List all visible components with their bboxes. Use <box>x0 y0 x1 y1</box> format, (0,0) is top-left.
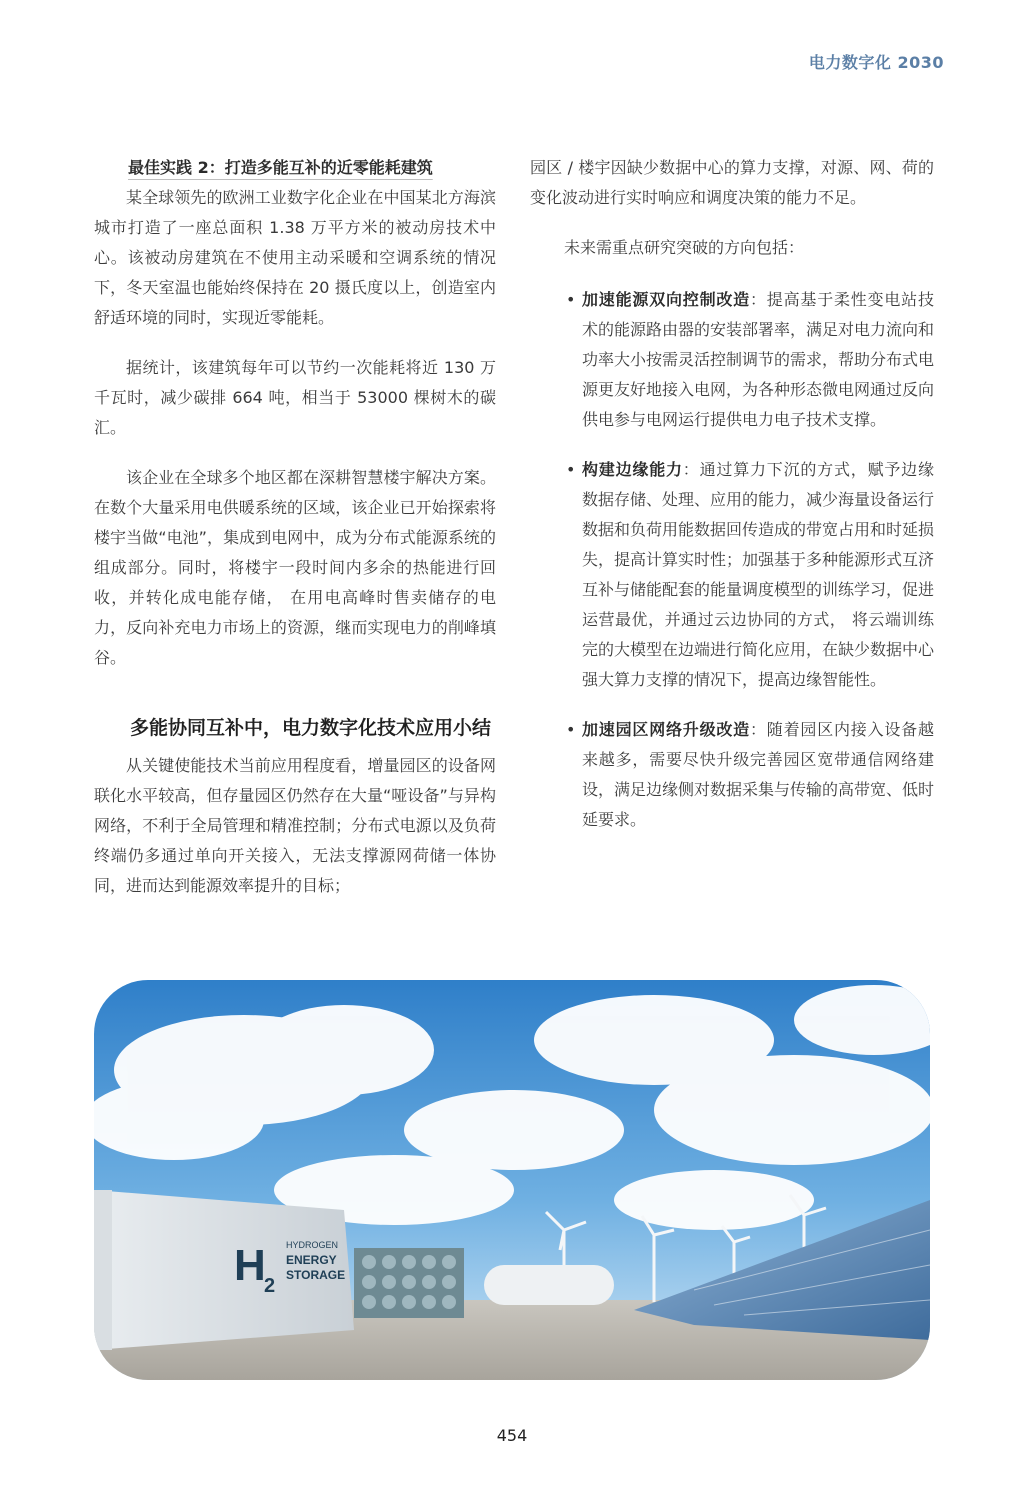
container-label-line: STORAGE <box>286 1268 346 1282</box>
list-item-heading: 构建边缘能力 <box>582 460 683 479</box>
list-item-text: ：通过算力下沉的方式，赋予边缘数据存储、处理、应用的能力，减少海量设备运行数据和负荷用能数据回传造成的带宽占用和时延损失，提高计算实时性；加强基于多种能源形式互济互补与储能配套的能量调度模型的训练学习，促进运营最优，并通过云边协同的方式， 将云端训练完的大模型在边端进行简化应用，在缺少数据中心强大算力支撑的情况下，提高边缘智能性。 <box>582 460 935 689</box>
storage-container <box>94 1190 354 1350</box>
direction-list <box>530 285 934 835</box>
practice-title: 最佳实践 2：打造多能互补的近零能耗建筑 <box>128 158 433 177</box>
paragraph: 园区 / 楼宇因缺少数据中心的算力支撑，对源、网、荷的变化波动进行实时响应和调度决策的能力不足。 <box>530 158 934 207</box>
paragraph: 该企业在全球多个地区都在深耕智慧楼宇解决方案。在数个大量采用电供暖系统的区域，该企业已开始探索将楼宇当做“电池”，集成到电网中，成为分布式能源系统的组成部分。同时，将楼宇一段时间内多余的热能进行回收，并转化成电能存储， 在用电高峰时售卖储存的电力，反向补充电力市场上的资源，继而实现电力的削峰填谷。 <box>94 468 496 667</box>
page-number: 454 <box>496 1426 528 1445</box>
paragraph: 据统计，该建筑每年可以节约一次能耗将近 130 万千瓦时，减少碳排 664 吨，相当于 53000 棵树木的碳汇。 <box>94 358 496 437</box>
list-item <box>582 455 934 695</box>
list-item <box>582 715 934 835</box>
list-item-heading: 加速能源双向控制改造 <box>582 290 750 309</box>
paragraph: 某全球领先的欧洲工业数字化企业在中国某北方海滨城市打造了一座总面积 1.38 万平方米的被动房技术中心。该被动房建筑在不使用主动采暖和空调系统的情况下，冬天室温也能始终保持在 20 摄氏度以上，创造室内舒适环境的同时，实现近零能耗。 <box>94 188 496 327</box>
list-item-text: ：随着园区内接入设备越来越多，需要尽快升级完善园区宽带通信网络建设，满足边缘侧对数据采集与传输的高带宽、低时延要求。 <box>582 720 935 829</box>
hydrogen-storage-photo <box>94 980 930 1380</box>
list-item-text: ：提高基于柔性变电站技术的能源路由器的安装部署率，满足对电力流向和功率大小按需灵活控制调节的需求，帮助分布式电源更友好地接入电网，为各种形态微电网通过反向供电参与电网运行提供电力电子技术支撑。 <box>582 290 935 429</box>
paragraph: 从关键使能技术当前应用程度看，增量园区的设备网联化水平较高，但存量园区仍然存在大量“哑设备”与异构网络，不利于全局管理和精准控制；分布式电源以及负荷终端仍多通过单向开关接入，无法支撑源网荷储一体协同，进而达到能源效率提升的目标； <box>94 756 496 895</box>
running-header: 电力数字化 2030 <box>808 53 944 72</box>
list-item <box>582 285 934 435</box>
h2-logo: H <box>234 1241 266 1290</box>
right-column <box>530 153 934 855</box>
section-title: 多能协同互补中，电力数字化技术应用小结 <box>130 717 492 739</box>
svg-text:2: 2 <box>264 1275 276 1297</box>
container-label-line: HYDROGEN <box>286 1240 339 1250</box>
list-item-heading: 加速园区网络升级改造 <box>582 720 750 739</box>
list-intro: 未来需重点研究突破的方向包括： <box>564 238 805 257</box>
container-label-line: ENERGY <box>286 1253 337 1267</box>
left-column <box>94 153 496 901</box>
